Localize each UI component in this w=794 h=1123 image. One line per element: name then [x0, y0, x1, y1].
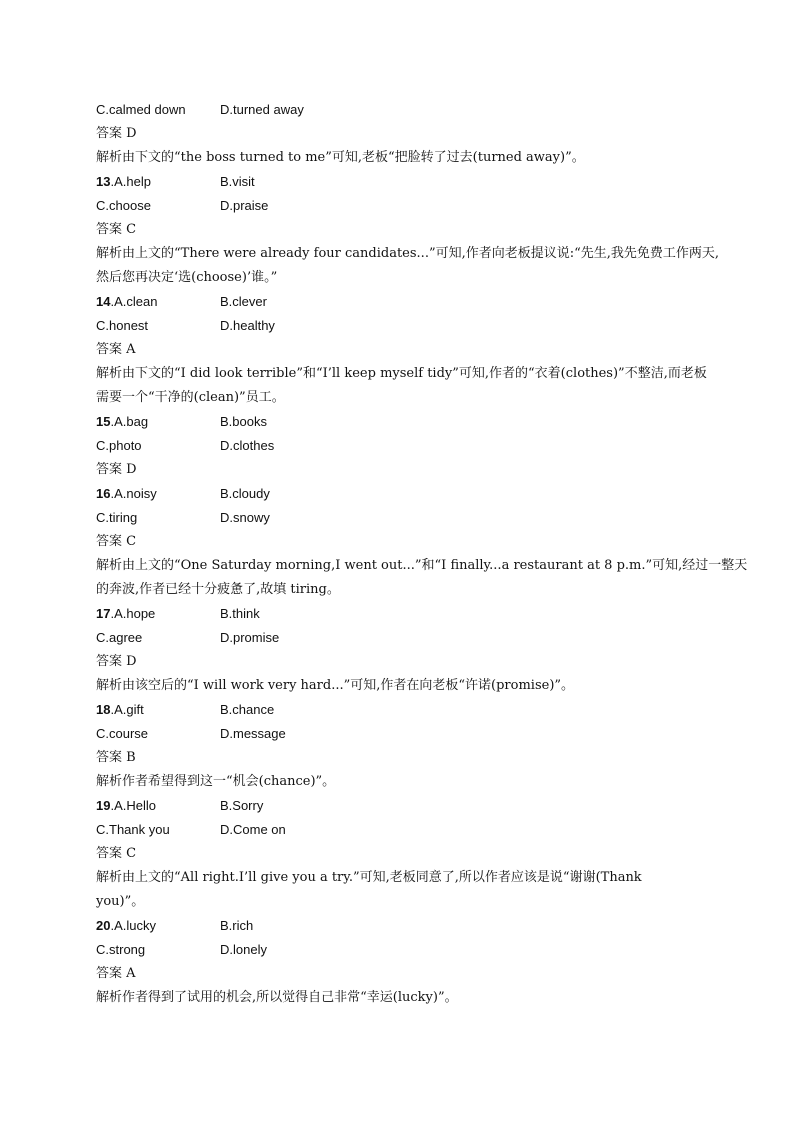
- options-line: [96, 194, 706, 218]
- question-line: [96, 290, 706, 314]
- option-right: B.rich: [220, 918, 254, 933]
- explanation-line: [96, 890, 706, 914]
- option-text: .A.gift: [110, 702, 144, 717]
- option-left: [96, 482, 220, 506]
- option-left: C.Thank you: [96, 822, 170, 837]
- option-text: .A.clean: [110, 294, 158, 309]
- line-text: 解析由下文的“I did look terrible”和“I’ll keep myself tidy”可知,作者的“衣着(clothes)”不整洁,而老板: [96, 366, 707, 381]
- option-right: B.visit: [220, 174, 255, 189]
- option-right: D.turned away: [220, 102, 304, 117]
- answer-line: [96, 746, 706, 770]
- answer-line: [96, 458, 706, 482]
- option-right: B.Sorry: [220, 798, 264, 813]
- line-text: 需要一个“干净的(clean)”员工。: [96, 390, 285, 405]
- option-text: .A.hope: [110, 606, 156, 621]
- question-line: [96, 602, 706, 626]
- options-line: [96, 818, 706, 842]
- question-number: 14: [96, 294, 111, 309]
- explanation-line: [96, 578, 706, 602]
- options-line: [96, 938, 706, 962]
- line-text: you)”。: [96, 894, 145, 909]
- option-right: D.message: [220, 726, 286, 741]
- explanation-line: [96, 362, 706, 386]
- option-right: D.clothes: [220, 438, 275, 453]
- option-left: [96, 698, 220, 722]
- line-text: 解析由上文的“All right.I’ll give you a try.”可知,老板同意了,所以作者应该是说“谢谢(Thank: [96, 870, 642, 885]
- question-number: 15: [96, 414, 111, 429]
- option-text: .A.bag: [110, 414, 149, 429]
- answer-line: [96, 530, 706, 554]
- question-number: 13: [96, 174, 111, 189]
- answer-line: [96, 122, 706, 146]
- options-line: [96, 314, 706, 338]
- option-right: D.snowy: [220, 510, 270, 525]
- option-left: C.tiring: [96, 510, 138, 525]
- options-line: [96, 434, 706, 458]
- line-text: 答案 C: [96, 222, 137, 237]
- question-number: 16: [96, 486, 111, 501]
- option-text: .A.Hello: [110, 798, 156, 813]
- option-left: [96, 170, 220, 194]
- line-text: 答案 A: [96, 342, 136, 357]
- question-number: 17: [96, 606, 111, 621]
- option-text: .A.noisy: [110, 486, 157, 501]
- answer-line: [96, 338, 706, 362]
- option-left: C.choose: [96, 198, 151, 213]
- question-line: [96, 170, 706, 194]
- option-right: B.cloudy: [220, 486, 270, 501]
- option-right: D.promise: [220, 630, 280, 645]
- explanation-line: [96, 770, 706, 794]
- option-left: [96, 602, 220, 626]
- option-right: B.chance: [220, 702, 275, 717]
- line-text: 解析作者希望得到这一“机会(chance)”。: [96, 774, 336, 789]
- question-number: 19: [96, 798, 111, 813]
- option-right: B.clever: [220, 294, 267, 309]
- line-text: 答案 B: [96, 750, 136, 765]
- option-left: [96, 914, 220, 938]
- line-text: 答案 C: [96, 534, 137, 549]
- option-left: C.calmed down: [96, 102, 186, 117]
- question-line: [96, 410, 706, 434]
- option-left: [96, 410, 220, 434]
- option-right: D.healthy: [220, 318, 275, 333]
- question-line: [96, 698, 706, 722]
- option-left: C.strong: [96, 942, 146, 957]
- option-left: [96, 794, 220, 818]
- option-right: B.books: [220, 414, 267, 429]
- question-number: 20: [96, 918, 111, 933]
- explanation-line: [96, 554, 748, 578]
- answer-key-content: [96, 98, 748, 1010]
- explanation-line: [96, 386, 706, 410]
- option-right: D.praise: [220, 198, 269, 213]
- option-left: C.honest: [96, 318, 149, 333]
- option-text: .A.help: [110, 174, 151, 189]
- options-line: [96, 506, 706, 530]
- question-line: [96, 914, 706, 938]
- options-line: [96, 626, 706, 650]
- line-text: 答案 A: [96, 966, 136, 981]
- option-left: C.agree: [96, 630, 143, 645]
- answer-line: [96, 650, 706, 674]
- option-left: [96, 290, 220, 314]
- line-text: 解析由该空后的“I will work very hard...”可知,作者在向老板“许诺(promise)”。: [96, 678, 575, 693]
- answer-line: [96, 218, 706, 242]
- options-line: [96, 98, 706, 122]
- option-text: .A.lucky: [110, 918, 156, 933]
- question-number: 18: [96, 702, 111, 717]
- explanation-line: [96, 986, 706, 1010]
- explanation-line: [96, 266, 706, 290]
- line-text: 答案 C: [96, 846, 137, 861]
- explanation-line: [96, 242, 720, 266]
- line-text: 答案 D: [96, 126, 137, 141]
- option-left: C.photo: [96, 438, 142, 453]
- options-line: [96, 722, 706, 746]
- explanation-line: [96, 866, 706, 890]
- line-text: 解析由下文的“the boss turned to me”可知,老板“把脸转了过去(turned away)”。: [96, 150, 585, 165]
- line-text: 答案 D: [96, 654, 137, 669]
- line-text: 答案 D: [96, 462, 137, 477]
- option-right: D.lonely: [220, 942, 267, 957]
- option-right: B.think: [220, 606, 260, 621]
- line-text: 的奔波,作者已经十分疲惫了,故填 tiring。: [96, 582, 340, 597]
- line-text: 解析由上文的“One Saturday morning,I went out...”和“I finally...a restaurant at 8 p.m.”可知,经过一整天: [96, 558, 748, 573]
- answer-line: [96, 842, 706, 866]
- question-line: [96, 794, 706, 818]
- explanation-line: [96, 674, 706, 698]
- line-text: 解析作者得到了试用的机会,所以觉得自己非常“幸运(lucky)”。: [96, 990, 458, 1005]
- question-line: [96, 482, 706, 506]
- explanation-line: [96, 146, 706, 170]
- line-text: 然后您再决定‘选(choose)’谁。”: [96, 270, 278, 285]
- line-text: 解析由上文的“There were already four candidates...”可知,作者向老板提议说:“先生,我先免费工作两天,: [96, 246, 720, 261]
- option-left: C.course: [96, 726, 149, 741]
- answer-line: [96, 962, 706, 986]
- option-right: D.Come on: [220, 822, 286, 837]
